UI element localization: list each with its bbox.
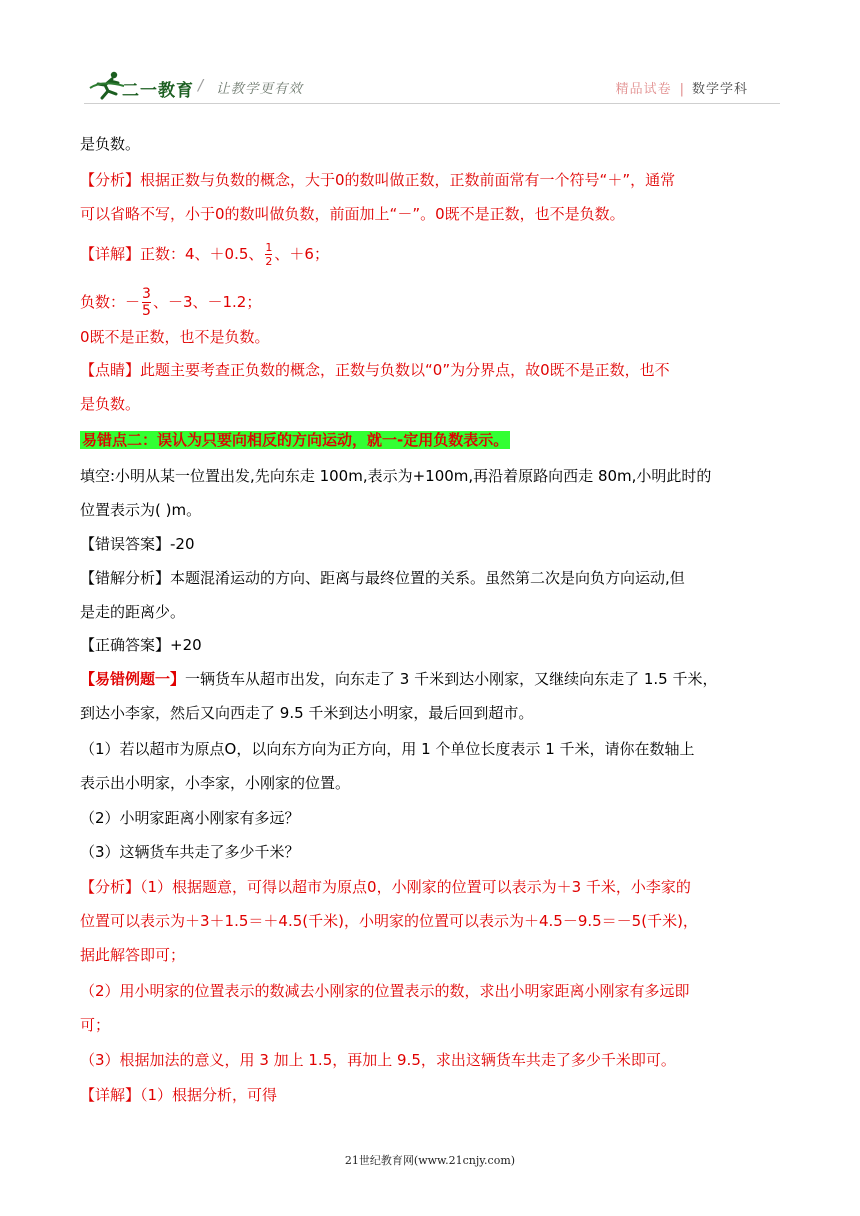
section-heading <box>80 430 510 450</box>
example-tag: 【易错例题一】 <box>80 670 186 688</box>
solution-line <box>80 287 261 318</box>
comment-line: 是负数。 <box>80 395 141 413</box>
section-tag: 【点睛】 <box>80 361 141 379</box>
logo-slogan: 让教学更有效 <box>216 81 303 97</box>
question-line: 位置表示为( )m。 <box>80 501 202 519</box>
header-subject <box>616 78 748 97</box>
analysis-text: （1）根据题意，可得以超市为原点0，小刚家的位置可以表示为＋3 千米，小李家的 <box>140 878 691 896</box>
solution-line <box>80 242 329 267</box>
comment-line <box>80 360 670 380</box>
section-tag: 【分析】 <box>80 171 141 189</box>
solution-line: 0既不是正数，也不是负数。 <box>80 328 270 346</box>
analysis-line: （3）根据加法的意义，用 3 加上 1.5，再加上 9.5，求出这辆货车共走了多少千米即可。 <box>80 1051 676 1069</box>
solution-text: 、－3、－1.2； <box>152 293 262 311</box>
example-text: 一辆货车从超市出发，向东走了 3 千米到达小刚家，又继续向东走了 1.5 千米， <box>185 670 718 688</box>
analysis-line: 可以省略不写，小于0的数叫做负数，前面加上“－”。0既不是正数，也不是负数。 <box>80 205 625 223</box>
correct-answer: 【正确答案】+20 <box>80 636 202 654</box>
fraction <box>142 287 151 318</box>
analysis-line <box>80 170 675 190</box>
example-line: （1）若以超市为原点O，以向东方向为正方向，用 1 个单位长度表示 1 千米，请你在数轴上 <box>80 740 695 758</box>
analysis-line: 可； <box>80 1016 111 1034</box>
page-header <box>80 66 780 106</box>
header-separator: | <box>679 82 684 97</box>
section-tag: 【详解】 <box>80 245 141 263</box>
fraction-denominator: 2 <box>265 255 273 268</box>
analysis-line <box>80 877 691 897</box>
example-line: （3）这辆货车共走了多少千米？ <box>80 843 300 861</box>
solution-line <box>80 1085 277 1105</box>
analysis-line: 据此解答即可； <box>80 946 186 964</box>
fraction-denominator: 5 <box>142 303 151 319</box>
example-line: （2）小明家距离小刚家有多远？ <box>80 809 300 827</box>
analysis-line: 位置可以表示为＋3＋1.5＝＋4.5(千米)，小明家的位置可以表示为＋4.5－9.5＝－5(千米)， <box>80 912 698 930</box>
analysis-line: （2）用小明家的位置表示的数减去小刚家的位置表示的数，求出小明家距离小刚家有多远即 <box>80 982 690 1000</box>
wrong-answer: 【错误答案】-20 <box>80 535 195 553</box>
section-tag: 【分析】 <box>80 878 141 896</box>
example-line <box>80 669 718 689</box>
fraction-numerator: 1 <box>265 241 273 254</box>
runner-logo-icon <box>88 70 126 100</box>
page-footer: 21世纪教育网(www.21cnjy.com) <box>344 1154 516 1167</box>
logo-name: 二一教育 <box>122 81 194 101</box>
header-label-quality: 精品试卷 <box>615 82 672 97</box>
fraction <box>265 242 272 267</box>
solution-text: 负数：－ <box>80 293 141 311</box>
fraction-numerator: 3 <box>142 286 151 302</box>
analysis-text: 根据正数与负数的概念，大于0的数叫做正数，正数前面常有一个符号“＋”，通常 <box>140 171 676 189</box>
comment-text: 此题主要考查正负数的概念，正数与负数以“0”为分界点，故0既不是正数，也不 <box>140 361 670 379</box>
question-line: 填空:小明从某一位置出发,先向东走 100m,表示为+100m,再沿着原路向西走 80m,小明此时的 <box>80 467 712 485</box>
solution-text: （1）根据分析，可得 <box>140 1086 278 1104</box>
logo-divider: / <box>198 76 204 94</box>
error-analysis-line: 是走的距离少。 <box>80 603 186 621</box>
error-analysis-line: 【错解分析】本题混淆运动的方向、距离与最终位置的关系。虽然第二次是向负方向运动,但 <box>80 569 685 587</box>
solution-text: 、＋6； <box>274 245 329 263</box>
solution-text: 正数：4、＋0.5、 <box>140 245 264 263</box>
header-divider <box>84 103 780 104</box>
highlighted-heading: 易错点二：误认为只要向相反的方向运动，就一-定用负数表示。 <box>82 431 509 449</box>
example-line: 到达小李家，然后又向西走了 9.5 千米到达小明家，最后回到超市。 <box>80 704 534 722</box>
header-label-subject: 数学学科 <box>691 82 748 97</box>
example-line: 表示出小明家，小李家，小刚家的位置。 <box>80 774 351 792</box>
section-tag: 【详解】 <box>80 1086 141 1104</box>
text-line: 是负数。 <box>80 135 141 153</box>
